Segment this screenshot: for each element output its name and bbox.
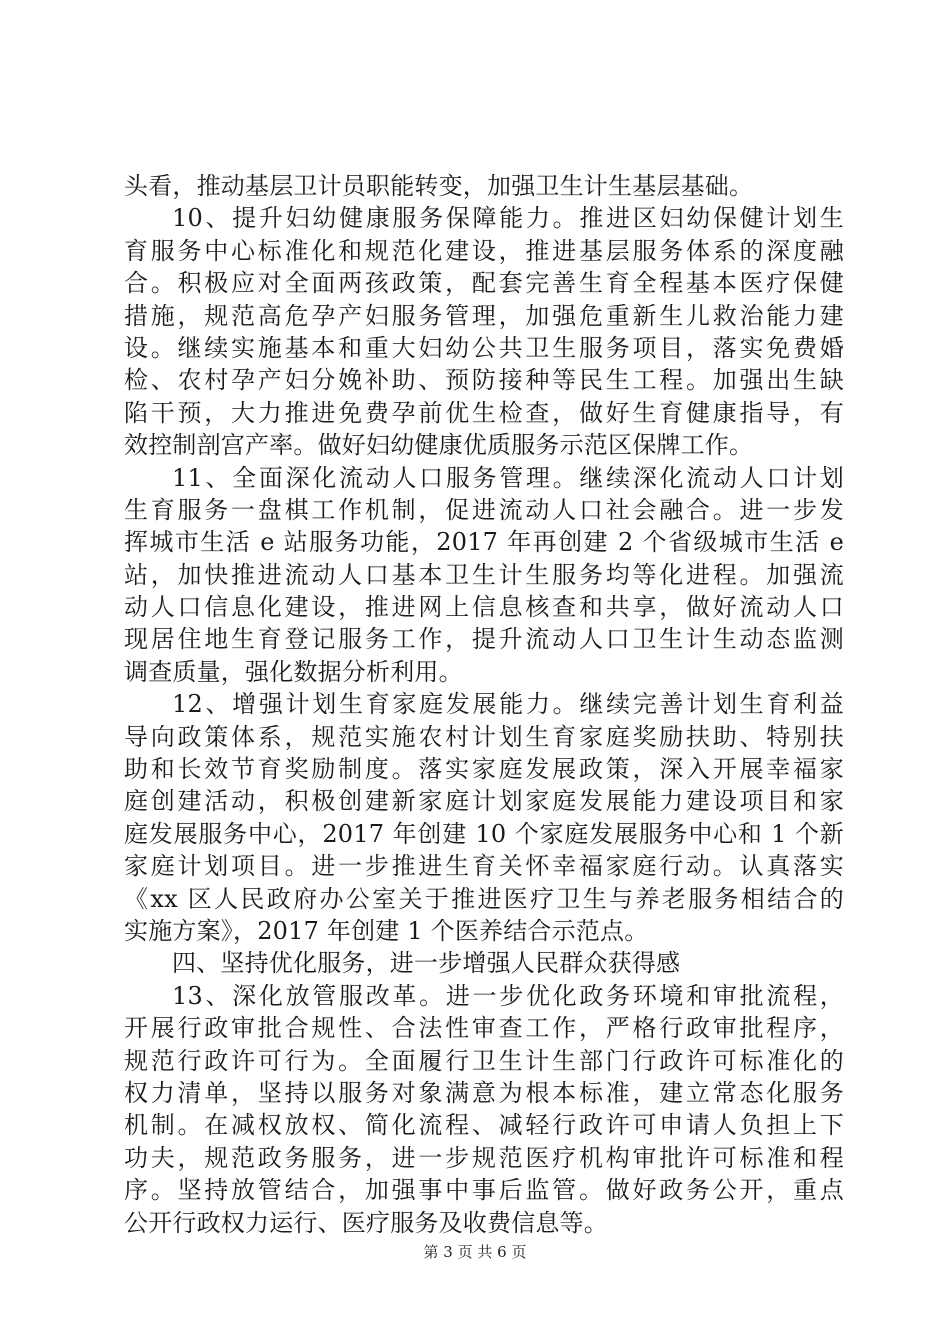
text-line: 规范行政许可行为。全面履行卫生计生部门行政许可标准化的 (124, 1046, 844, 1075)
text-line: 效控制剖宫产率。做好妇幼健康优质服务示范区保牌工作。 (124, 431, 754, 460)
text-line: 挥城市生活 e 站服务功能，2017 年再创建 2 个省级城市生活 e (124, 528, 844, 557)
body-text (124, 170, 844, 1239)
text-line: 设。继续实施基本和重大妇幼公共卫生服务项目，落实免费婚 (124, 333, 844, 362)
text-line: 现居住地生育登记服务工作，提升流动人口卫生计生动态监测 (124, 625, 844, 654)
text-line: 开展行政审批合规性、合法性审查工作，严格行政审批程序， (124, 1014, 844, 1043)
text-line: 机制。在减权放权、简化流程、减轻行政许可申请人负担上下 (124, 1111, 844, 1140)
text-line: 检、农村孕产妇分娩补助、预防接种等民生工程。加强出生缺 (124, 366, 844, 395)
text-line: 合。积极应对全面两孩政策，配套完善生育全程基本医疗保健 (124, 269, 844, 298)
text-line: 实施方案》，2017 年创建 1 个医养结合示范点。 (124, 916, 649, 945)
text-line: 站，加快推进流动人口基本卫生计生服务均等化进程。加强流 (124, 560, 844, 589)
text-line: 生育服务一盘棋工作机制，促进流动人口社会融合。进一步发 (124, 495, 844, 524)
text-line: 动人口信息化建设，推进网上信息核查和共享，做好流动人口 (124, 593, 844, 622)
text-line: 11、全面深化流动人口服务管理。继续深化流动人口计划 (172, 463, 844, 492)
text-line: 头看，推动基层卫计员职能转变，加强卫生计生基层基础。 (124, 172, 754, 200)
text-line: 导向政策体系，规范实施农村计划生育家庭奖励扶助、特别扶 (124, 722, 844, 751)
text-line: 育服务中心标准化和规范化建设，推进基层服务体系的深度融 (124, 236, 844, 265)
text-line: 陷干预，大力推进免费孕前优生检查，做好生育健康指导，有 (124, 398, 844, 427)
text-line: 13、深化放管服改革。进一步优化政务环境和审批流程， (172, 981, 844, 1010)
text-line: 家庭计划项目。进一步推进生育关怀幸福家庭行动。认真落实 (124, 852, 844, 881)
text-line: 庭发展服务中心，2017 年创建 10 个家庭发展服务中心和 1 个新 (124, 819, 844, 848)
text-line: 12、增强计划生育家庭发展能力。继续完善计划生育利益 (172, 690, 844, 719)
text-line: 助和长效节育奖励制度。落实家庭发展政策，深入开展幸福家 (124, 755, 844, 784)
page-footer: 第 3 页 共 6 页 (423, 1243, 527, 1261)
text-line: 调查质量，强化数据分析利用。 (124, 657, 463, 686)
text-line: 权力清单，坚持以服务对象满意为根本标准，建立常态化服务 (124, 1078, 844, 1107)
text-line: 措施，规范高危孕产妇服务管理，加强危重新生儿救治能力建 (124, 301, 844, 330)
text-line: 《xx 区人民政府办公室关于推进医疗卫生与养老服务相结合的 (124, 884, 844, 913)
text-line: 序。坚持放管结合，加强事中事后监管。做好政务公开，重点 (124, 1176, 844, 1205)
text-line: 四、坚持优化服务，进一步增强人民群众获得感 (172, 949, 681, 978)
text-line: 公开行政权力运行、医疗服务及收费信息等。 (124, 1208, 608, 1237)
text-line: 10、提升妇幼健康服务保障能力。推进区妇幼保健计划生 (172, 204, 844, 233)
text-line: 功夫，规范政务服务，进一步规范医疗机构审批许可标准和程 (124, 1143, 844, 1172)
text-line: 庭创建活动，积极创建新家庭计划家庭发展能力建设项目和家 (124, 787, 844, 816)
